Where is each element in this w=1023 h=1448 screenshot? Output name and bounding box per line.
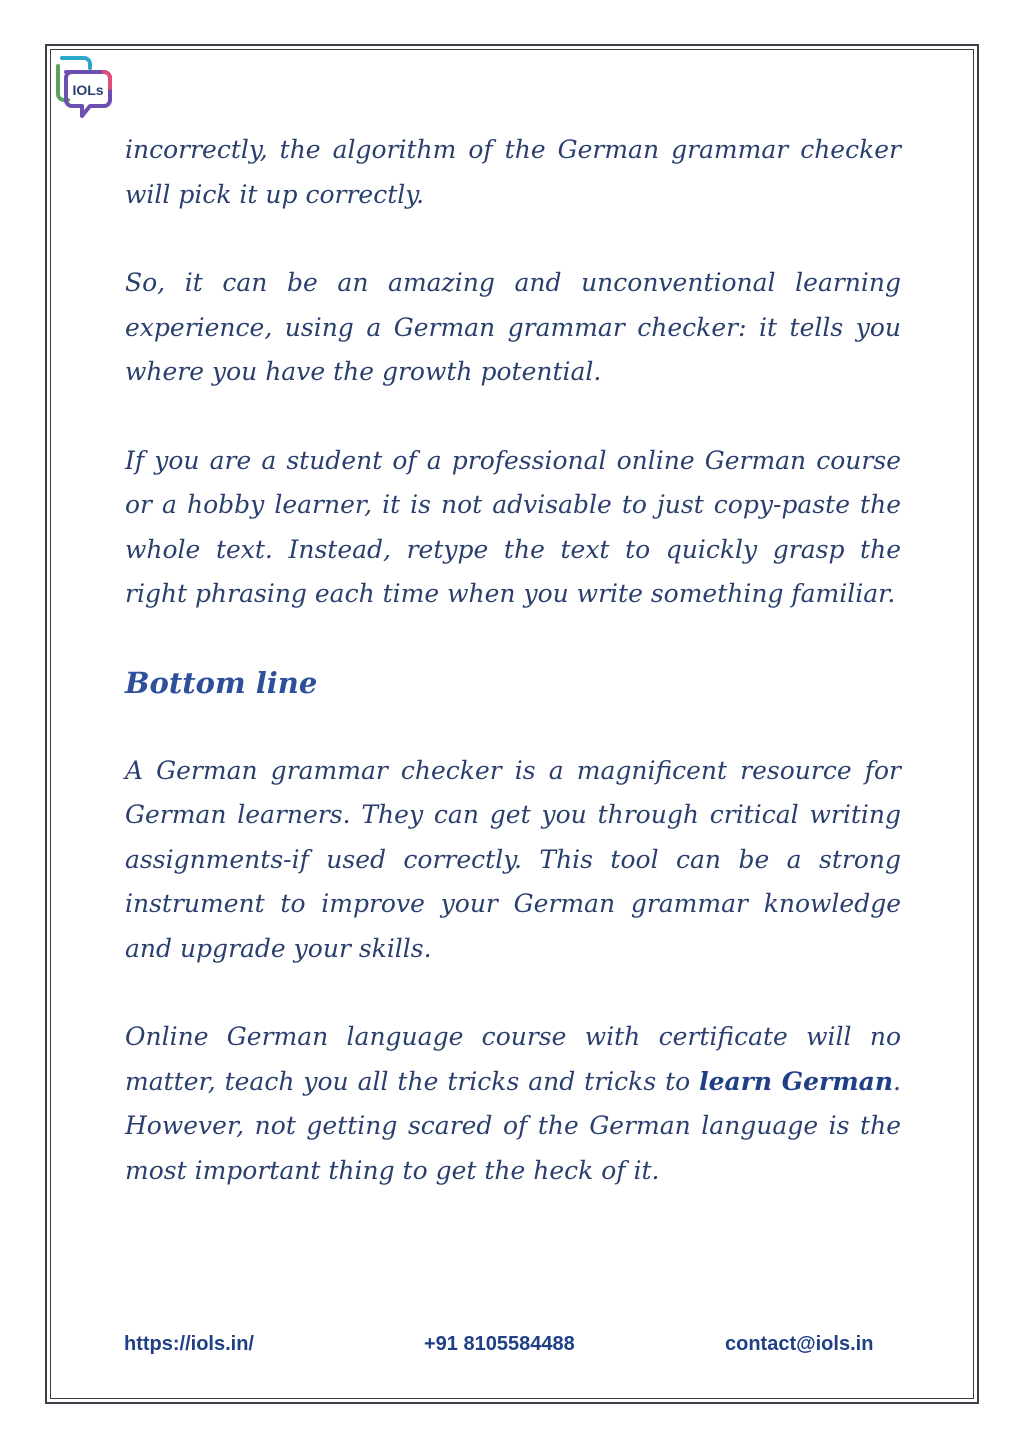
section-heading: Bottom line (125, 665, 318, 700)
iols-logo (52, 52, 116, 120)
paragraph-5-text-a: Online German language course with certificate will no matter, teach you all the tricks and tricks to (125, 1022, 901, 1096)
logo-text: IOLs (72, 82, 104, 98)
footer-email-link[interactable]: contact@iols.in (725, 1333, 874, 1355)
footer-website-link[interactable]: https://iols.in/ (124, 1333, 254, 1355)
document-body (125, 128, 901, 1237)
paragraph-5 (125, 1015, 901, 1193)
paragraph-5-text-b: . However, not getting scared of the German language is the most important thing to get the heck of it. (125, 1066, 901, 1185)
paragraph-3: If you are a student of a professional online German course or a hobby learner, it is not advisable to just copy-paste the whole text. Instead, retype the text to quickly grasp the right phrasing each time when you write something familiar. (125, 445, 901, 608)
page-footer (0, 1333, 1023, 1363)
learn-german-link[interactable]: learn German (699, 1066, 894, 1096)
paragraph-1: incorrectly, the algorithm of the German grammar checker will pick it up correctly. (125, 135, 901, 209)
paragraph-2: So, it can be an amazing and unconventional learning experience, using a German grammar checker: it tells you where you have the growth potential. (125, 268, 901, 386)
paragraph-4: A German grammar checker is a magnificent resource for German learners. They can get you through critical writing assignments-if used correctly. This tool can be a strong instrument to improve your German grammar knowledge and upgrade your skills. (125, 755, 901, 963)
footer-phone[interactable]: +91 8105584488 (424, 1333, 575, 1355)
